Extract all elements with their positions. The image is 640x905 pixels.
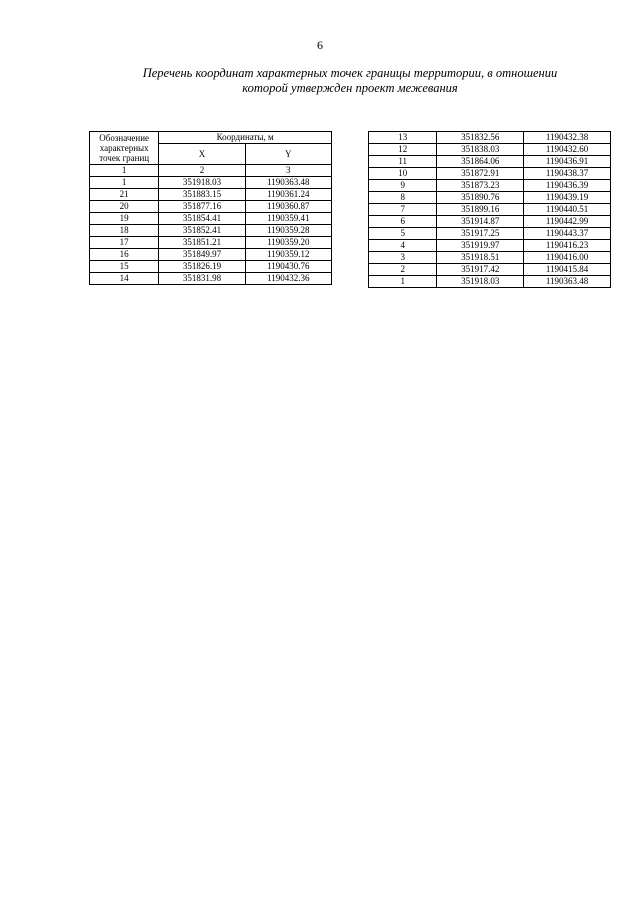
index-cell: 1 xyxy=(90,165,159,177)
x-coordinate-cell: 351918.03 xyxy=(437,276,524,288)
x-coordinate-cell: 351883.15 xyxy=(159,189,245,201)
y-coordinate-cell: 1190439.19 xyxy=(524,192,611,204)
y-coordinate-cell: 1190436.39 xyxy=(524,180,611,192)
table-row xyxy=(369,156,611,168)
table-row xyxy=(90,273,332,285)
coordinates-table-right xyxy=(368,131,611,288)
point-number-cell: 19 xyxy=(90,213,159,225)
page-number: 6 xyxy=(317,38,323,52)
y-coordinate-cell: 1190432.36 xyxy=(245,273,331,285)
x-coordinate-cell: 351838.03 xyxy=(437,144,524,156)
designation-header xyxy=(90,132,159,165)
x-coordinate-cell: 351831.98 xyxy=(159,273,245,285)
point-number-cell: 13 xyxy=(369,132,437,144)
y-coordinate-cell: 1190416.23 xyxy=(524,240,611,252)
point-number-cell: 10 xyxy=(369,168,437,180)
index-cell: 3 xyxy=(245,165,331,177)
y-coordinate-cell: 1190430.76 xyxy=(245,261,331,273)
y-coordinate-cell: 1190361.24 xyxy=(245,189,331,201)
table-row xyxy=(369,276,611,288)
point-number-cell: 12 xyxy=(369,144,437,156)
table-row xyxy=(90,177,332,189)
point-number-cell: 9 xyxy=(369,180,437,192)
x-coordinate-cell: 351919.97 xyxy=(437,240,524,252)
title-line-2: которой утвержден проект межевания xyxy=(242,81,458,95)
table-row xyxy=(369,180,611,192)
table-row xyxy=(369,216,611,228)
y-coordinate-cell: 1190432.60 xyxy=(524,144,611,156)
point-number-cell: 18 xyxy=(90,225,159,237)
point-number-cell: 6 xyxy=(369,216,437,228)
table-row xyxy=(90,189,332,201)
point-number-cell: 4 xyxy=(369,240,437,252)
table-row xyxy=(369,132,611,144)
title-line-1: Перечень координат характерных точек границы территории, в отношении xyxy=(142,66,558,80)
point-number-cell: 20 xyxy=(90,201,159,213)
table-row xyxy=(369,240,611,252)
y-coordinate-cell: 1190416.00 xyxy=(524,252,611,264)
x-coordinate-cell: 351899.16 xyxy=(437,204,524,216)
y-coordinate-cell: 1190438.37 xyxy=(524,168,611,180)
x-coordinate-cell: 351826.19 xyxy=(159,261,245,273)
y-coordinate-cell: 1190363.48 xyxy=(245,177,331,189)
table-row xyxy=(90,249,332,261)
x-coordinate-cell: 351872.91 xyxy=(437,168,524,180)
table-row xyxy=(369,204,611,216)
x-coordinate-cell: 351917.42 xyxy=(437,264,524,276)
y-coordinate-cell: 1190443.37 xyxy=(524,228,611,240)
y-coordinate-cell: 1190436.91 xyxy=(524,156,611,168)
index-row xyxy=(90,165,332,177)
table-row xyxy=(90,213,332,225)
y-header: Y xyxy=(245,144,331,165)
x-coordinate-cell: 351877.16 xyxy=(159,201,245,213)
designation-header-line-3: точек границ xyxy=(99,153,150,163)
table-row xyxy=(369,168,611,180)
x-coordinate-cell: 351849.97 xyxy=(159,249,245,261)
x-coordinate-cell: 351864.06 xyxy=(437,156,524,168)
x-coordinate-cell: 351851.21 xyxy=(159,237,245,249)
x-coordinate-cell: 351918.03 xyxy=(159,177,245,189)
x-coordinate-cell: 351854.41 xyxy=(159,213,245,225)
document-title xyxy=(100,66,600,96)
x-coordinate-cell: 351873.23 xyxy=(437,180,524,192)
table-row xyxy=(90,225,332,237)
x-coordinate-cell: 351917.25 xyxy=(437,228,524,240)
table-row xyxy=(90,237,332,249)
point-number-cell: 21 xyxy=(90,189,159,201)
y-coordinate-cell: 1190440.51 xyxy=(524,204,611,216)
point-number-cell: 14 xyxy=(90,273,159,285)
table-row xyxy=(369,252,611,264)
y-coordinate-cell: 1190360.87 xyxy=(245,201,331,213)
point-number-cell: 1 xyxy=(369,276,437,288)
table-row xyxy=(90,261,332,273)
designation-header-line-1: Обозначение xyxy=(99,133,150,143)
y-coordinate-cell: 1190359.12 xyxy=(245,249,331,261)
y-coordinate-cell: 1190415.84 xyxy=(524,264,611,276)
point-number-cell: 8 xyxy=(369,192,437,204)
x-coordinate-cell: 351852.41 xyxy=(159,225,245,237)
x-header: X xyxy=(159,144,245,165)
point-number-cell: 3 xyxy=(369,252,437,264)
point-number-cell: 11 xyxy=(369,156,437,168)
point-number-cell: 17 xyxy=(90,237,159,249)
y-coordinate-cell: 1190359.28 xyxy=(245,225,331,237)
y-coordinate-cell: 1190359.20 xyxy=(245,237,331,249)
point-number-cell: 5 xyxy=(369,228,437,240)
table-row xyxy=(369,264,611,276)
y-coordinate-cell: 1190363.48 xyxy=(524,276,611,288)
y-coordinate-cell: 1190359.41 xyxy=(245,213,331,225)
table-row xyxy=(369,192,611,204)
y-coordinate-cell: 1190432.38 xyxy=(524,132,611,144)
index-cell: 2 xyxy=(159,165,245,177)
point-number-cell: 7 xyxy=(369,204,437,216)
x-coordinate-cell: 351832.56 xyxy=(437,132,524,144)
coordinates-header: Координаты, м xyxy=(159,132,332,144)
left-table-body xyxy=(90,177,332,285)
point-number-cell: 2 xyxy=(369,264,437,276)
x-coordinate-cell: 351918.51 xyxy=(437,252,524,264)
point-number-cell: 1 xyxy=(90,177,159,189)
point-number-cell: 16 xyxy=(90,249,159,261)
x-coordinate-cell: 351914.87 xyxy=(437,216,524,228)
y-coordinate-cell: 1190442.99 xyxy=(524,216,611,228)
right-table-body xyxy=(369,132,611,288)
table-row xyxy=(369,144,611,156)
table-row xyxy=(369,228,611,240)
coordinates-table-left xyxy=(89,131,332,285)
designation-header-line-2: характерных xyxy=(99,143,149,153)
table-row xyxy=(90,201,332,213)
point-number-cell: 15 xyxy=(90,261,159,273)
x-coordinate-cell: 351890.76 xyxy=(437,192,524,204)
